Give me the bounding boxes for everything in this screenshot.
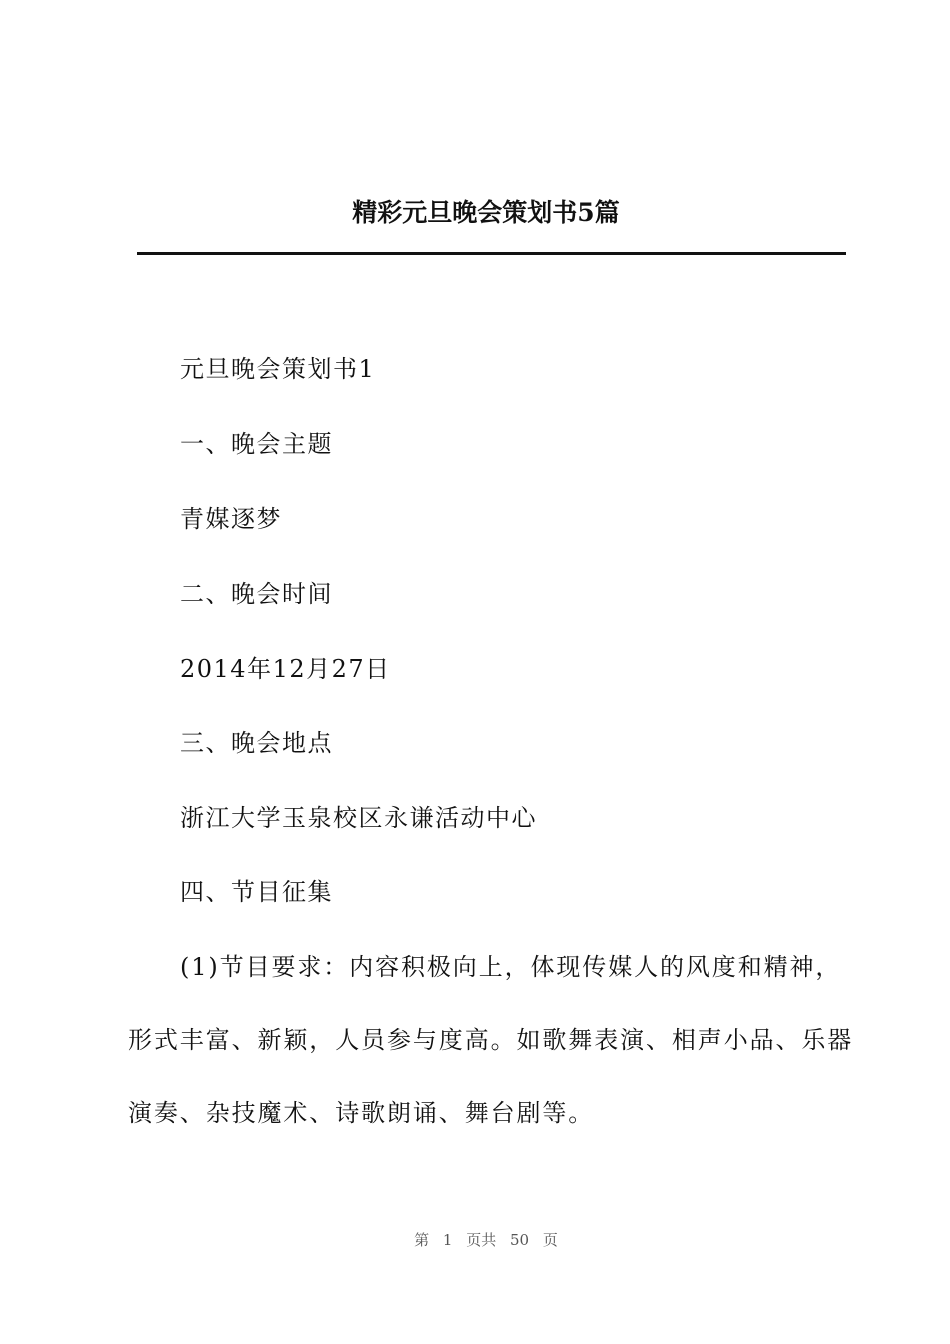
section-heading-location: 三、晚会地点 [180, 729, 333, 757]
program-requirements-paragraph [128, 951, 854, 1170]
document-title: 精彩元旦晚会策划书5篇 [352, 198, 620, 227]
title-underline [137, 252, 846, 255]
theme-text: 青媒逐梦 [180, 505, 282, 533]
paragraph-line: 形式丰富、新颖，人员参与度高。如歌舞表演、相声小品、乐器 [128, 1026, 854, 1054]
section-heading-program: 四、节目征集 [180, 878, 333, 906]
paragraph-line: (1)节目要求：内容积极向上，体现传媒人的风度和精神， [180, 953, 842, 981]
date-text: 2014年12月27日 [180, 655, 391, 683]
section-heading-plan-1: 元旦晚会策划书1 [180, 355, 376, 383]
section-heading-theme: 一、晚会主题 [180, 430, 333, 458]
paragraph-line: 演奏、杂技魔术、诗歌朗诵、舞台剧等。 [128, 1099, 595, 1127]
location-text: 浙江大学玉泉校区永谦活动中心 [180, 804, 537, 832]
page-footer: 第 1 页共 50 页 [414, 1231, 558, 1249]
section-heading-time: 二、晚会时间 [180, 580, 333, 608]
